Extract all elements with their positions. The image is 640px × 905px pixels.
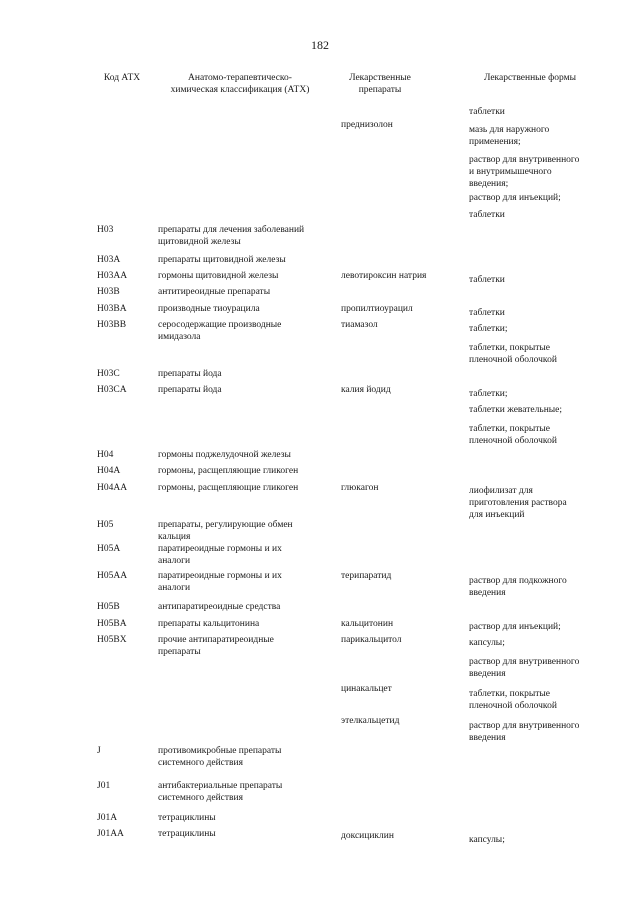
atc-class: тетрациклины [158,829,216,839]
atc-class: препараты [158,647,201,657]
atc-class: паратиреоидные гормоны и их [158,571,282,581]
dosage-form: таблетки, покрытые [469,343,550,353]
atc-class: препараты для лечения заболеваний [158,225,305,235]
dosage-form: раствор для инъекций; [469,193,561,203]
dosage-form: таблетки [469,308,505,318]
atc-class: препараты йода [158,385,222,395]
dosage-form: капсулы; [469,638,505,648]
atc-code: J01AA [97,829,124,839]
atc-class: производные тиоурацила [158,304,260,314]
atc-code: H04 [97,450,114,460]
dosage-form: мазь для наружного [469,125,550,135]
dosage-form: пленочной оболочкой [469,436,557,446]
atc-code: H05A [97,544,121,554]
atc-class: аналоги [158,556,191,566]
dosage-form: введения [469,733,506,743]
atc-code: J01A [97,813,118,823]
atc-class: антитиреоидные препараты [158,287,271,297]
dosage-form: лиофилизат для [469,486,533,496]
atc-class: тетрациклины [158,813,216,823]
atc-code: H03C [97,369,120,379]
drug-name: пропилтиоурацил [341,304,413,314]
atc-class: системного действия [158,758,243,768]
drug-name: терипаратид [341,571,392,581]
drug-name: левотироксин натрия [341,271,427,281]
atc-class: системного действия [158,793,243,803]
header-classification-line1: Анатомо-терапевтическо- [188,73,292,83]
atc-class: кальция [158,532,191,542]
dosage-form: капсулы; [469,835,505,845]
atc-class: серосодержащие производные [158,320,282,330]
atc-class: препараты, регулирующие обмен [158,520,293,530]
atc-class: препараты кальцитонина [158,619,260,629]
atc-code: H03AA [97,271,128,281]
dosage-form: для инъекций [469,510,525,520]
atc-class: препараты щитовидной железы [158,255,286,265]
header-drugs-line2: препараты [358,85,402,95]
atc-class: препараты йода [158,369,222,379]
dosage-form: пленочной оболочкой [469,701,557,711]
atc-class: гормоны, расщепляющие гликоген [158,483,299,493]
atc-class: гормоны, расщепляющие гликоген [158,466,299,476]
dosage-form: введения; [469,179,509,189]
atc-class: антибактериальные препараты [158,781,283,791]
atc-code: H05 [97,520,114,530]
dosage-form: таблетки [469,210,505,220]
atc-code: H04A [97,466,121,476]
atc-code: H03BB [97,320,127,330]
atc-class: аналоги [158,583,191,593]
drug-name: глюкагон [341,483,379,493]
drug-name: парикальцитол [341,635,402,645]
dosage-form: введения [469,669,506,679]
dosage-form: и внутримышечного [469,167,552,177]
atc-class: прочие антипаратиреоидные [158,635,274,645]
header-classification-line2: химическая классификация (АТХ) [170,85,310,95]
atc-class: гормоны щитовидной железы [158,271,279,281]
atc-code: H05BX [97,635,127,645]
atc-class: противомикробные препараты [158,746,282,756]
atc-code: H03CA [97,385,127,395]
dosage-form: раствор для внутривенного [469,657,580,667]
atc-class: имидазола [158,332,201,342]
atc-code: H03BA [97,304,127,314]
dosage-form: раствор для инъекций; [469,622,561,632]
atc-class: гормоны поджелудочной железы [158,450,291,460]
header-drugs-line1: Лекарственные [349,73,411,83]
dosage-form: таблетки [469,107,505,117]
header-forms: Лекарственные формы [483,73,577,83]
dosage-form: раствор для внутривенного [469,721,580,731]
dosage-form: введения [469,588,506,598]
dosage-form: таблетки [469,275,505,285]
atc-code: H03 [97,225,114,235]
atc-code: H04AA [97,483,128,493]
drug-name: преднизолон [341,120,393,130]
drug-name: тиамазол [341,320,378,330]
dosage-form: раствор для подкожного [469,576,567,586]
dosage-form: таблетки жевательные; [469,405,563,415]
atc-class: антипаратиреоидные средства [158,602,281,612]
atc-code: H05AA [97,571,128,581]
atc-class: щитовидной железы [158,237,241,247]
atc-code: H05B [97,602,120,612]
atc-code: H03A [97,255,121,265]
atc-code: H05BA [97,619,127,629]
drug-name: цинакальцет [341,684,392,694]
drug-name: калия йодид [341,385,391,395]
drug-name: доксициклин [341,831,394,841]
drug-name: кальцитонин [341,619,394,629]
atc-code: J [97,746,101,756]
dosage-form: таблетки; [469,389,508,399]
dosage-form: применения; [469,137,521,147]
atc-class: паратиреоидные гормоны и их [158,544,282,554]
header-code: Код АТХ [103,73,141,83]
atc-code: J01 [97,781,111,791]
drug-name: этелкальцетид [341,716,400,726]
page-number: 182 [311,38,329,52]
dosage-form: таблетки; [469,324,508,334]
dosage-form: таблетки, покрытые [469,689,550,699]
dosage-form: пленочной оболочкой [469,355,557,365]
atc-code: H03B [97,287,120,297]
dosage-form: таблетки, покрытые [469,424,550,434]
dosage-form: раствор для внутривенного [469,155,580,165]
dosage-form: приготовления раствора [469,498,567,508]
